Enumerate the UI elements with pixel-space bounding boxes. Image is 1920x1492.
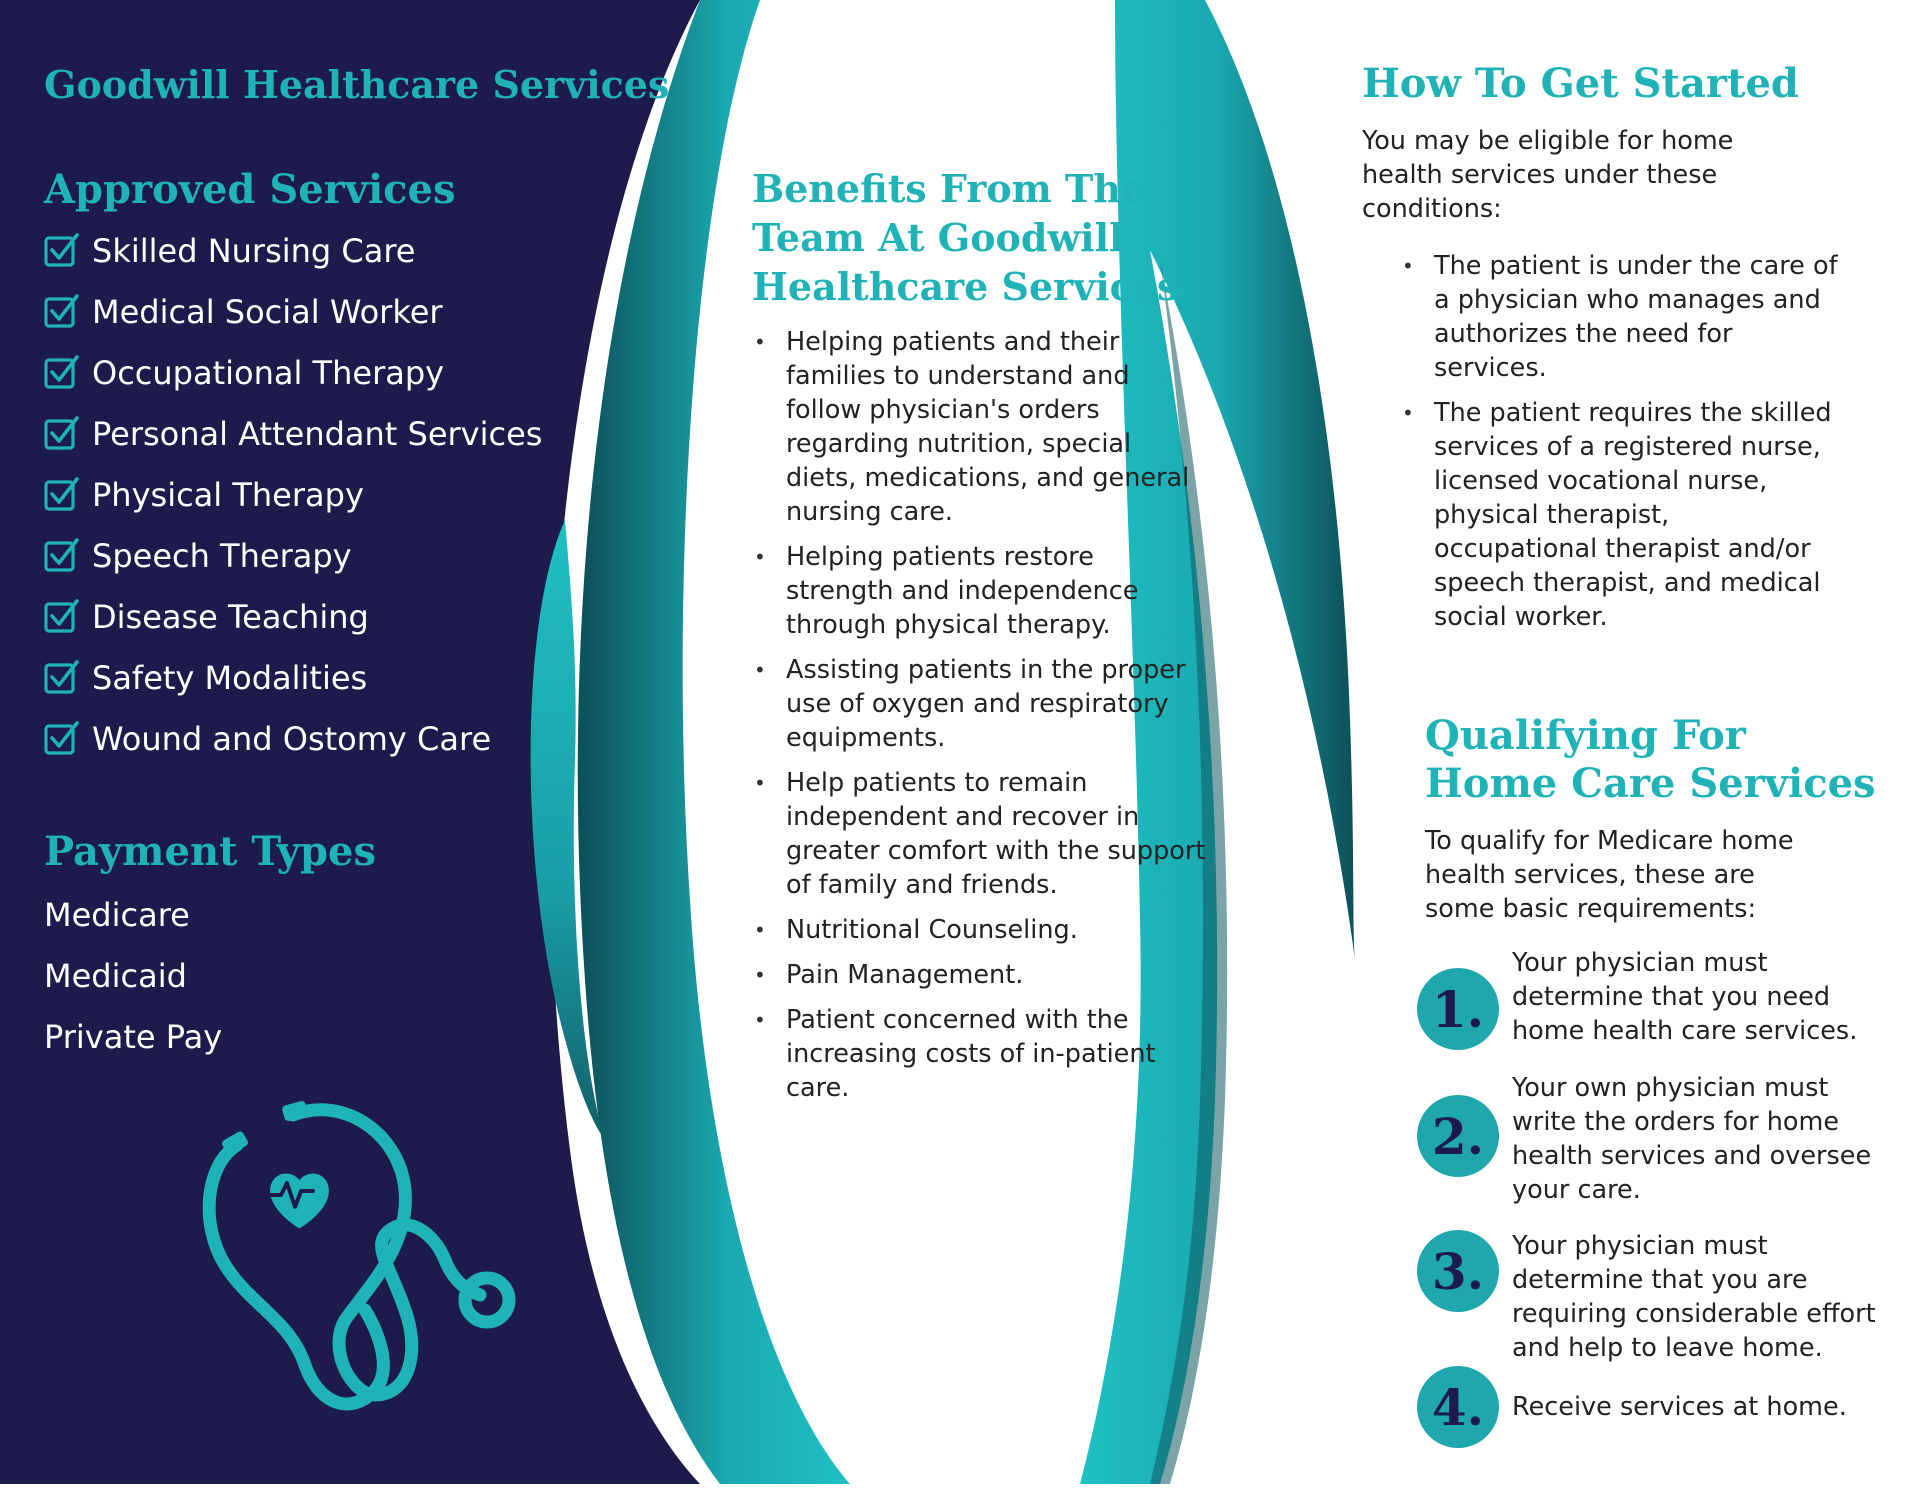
- step-text: Your physician must determine that you need home health care services.: [1512, 948, 1858, 1046]
- condition-item: • The patient requires the skilled services of a registered nurse, licensed vocational nurse, physical therapist, occupational therapist and/or speech therapist, and medical social worker.: [1400, 396, 1840, 634]
- brand-title: Goodwill Healthcare Services: [44, 62, 670, 107]
- approved-services-list: [44, 232, 542, 781]
- checkbox-check-icon: [44, 598, 80, 634]
- service-item: [44, 476, 542, 537]
- benefit-item: • Patient concerned with the increasing costs of in-patient care.: [752, 1003, 1206, 1105]
- service-label: Speech Therapy: [92, 537, 352, 575]
- step-number: 3.: [1417, 1230, 1499, 1312]
- service-item: [44, 598, 542, 659]
- payment-item: Private Pay: [44, 1018, 223, 1056]
- step-text: Your physician must determine that you are requiring considerable effort and help to leave home.: [1512, 1231, 1876, 1363]
- approved-services-heading: Approved Services: [44, 166, 456, 213]
- checkbox-check-icon: [44, 293, 80, 329]
- service-item: [44, 537, 542, 598]
- service-item: [44, 720, 542, 781]
- payment-types-heading: Payment Types: [44, 828, 376, 875]
- service-label: Skilled Nursing Care: [92, 232, 416, 270]
- benefit-item: • Assisting patients in the proper use of oxygen and respiratory equipments.: [752, 653, 1206, 755]
- qualifying-heading: Qualifying For Home Care Services: [1425, 712, 1876, 807]
- benefits-heading: Benefits From The Team At Goodwill Healthcare Services: [752, 166, 1179, 309]
- benefit-item: • Pain Management.: [752, 958, 1206, 992]
- checkbox-check-icon: [44, 720, 80, 756]
- conditions-list: [1400, 249, 1840, 645]
- service-item: [44, 232, 542, 293]
- service-item: [44, 354, 542, 415]
- step-number: 4.: [1417, 1366, 1499, 1448]
- checkbox-check-icon: [44, 537, 80, 573]
- checkbox-check-icon: [44, 659, 80, 695]
- get-started-heading: How To Get Started: [1362, 60, 1799, 107]
- service-label: Personal Attendant Services: [92, 415, 543, 453]
- requirement-step: [1417, 1362, 1917, 1492]
- step-number: 2.: [1417, 1095, 1499, 1177]
- requirement-step: [1417, 1073, 1917, 1228]
- payment-item: Medicaid: [44, 957, 187, 995]
- service-item: [44, 293, 542, 354]
- step-text: Your own physician must write the orders for home health services and oversee your care.: [1512, 1073, 1872, 1205]
- service-label: Disease Teaching: [92, 598, 369, 636]
- get-started-intro: You may be eligible for home health services under these conditions:: [1362, 126, 1734, 224]
- service-label: Medical Social Worker: [92, 293, 443, 331]
- step-number: 1.: [1417, 968, 1499, 1050]
- payment-item: Medicare: [44, 896, 190, 934]
- step-text: Receive services at home.: [1512, 1392, 1847, 1422]
- requirement-step: [1417, 1230, 1917, 1363]
- service-label: Safety Modalities: [92, 659, 368, 697]
- service-item: [44, 659, 542, 720]
- checkbox-check-icon: [44, 232, 80, 268]
- stethoscope-heart-icon: [195, 1095, 525, 1425]
- payment-types-list: [44, 896, 222, 1079]
- service-item: [44, 415, 542, 476]
- service-label: Occupational Therapy: [92, 354, 445, 392]
- benefit-item: • Helping patients and their families to understand and follow physician's orders regarding nutrition, special diets, medications, and general nursing care.: [752, 325, 1206, 529]
- condition-item: • The patient is under the care of a physician who manages and authorizes the need for services.: [1400, 249, 1840, 385]
- service-label: Wound and Ostomy Care: [92, 720, 492, 758]
- checkbox-check-icon: [44, 415, 80, 451]
- benefits-list: [752, 325, 1206, 1116]
- service-label: Physical Therapy: [92, 476, 364, 514]
- checkbox-check-icon: [44, 354, 80, 390]
- benefit-item: • Nutritional Counseling.: [752, 913, 1206, 947]
- benefit-item: • Help patients to remain independent and recover in greater comfort with the support of family and friends.: [752, 766, 1206, 902]
- checkbox-check-icon: [44, 476, 80, 512]
- benefit-item: • Helping patients restore strength and independence through physical therapy.: [752, 540, 1206, 642]
- qualifying-intro: To qualify for Medicare home health services, these are some basic requirements:: [1425, 826, 1794, 924]
